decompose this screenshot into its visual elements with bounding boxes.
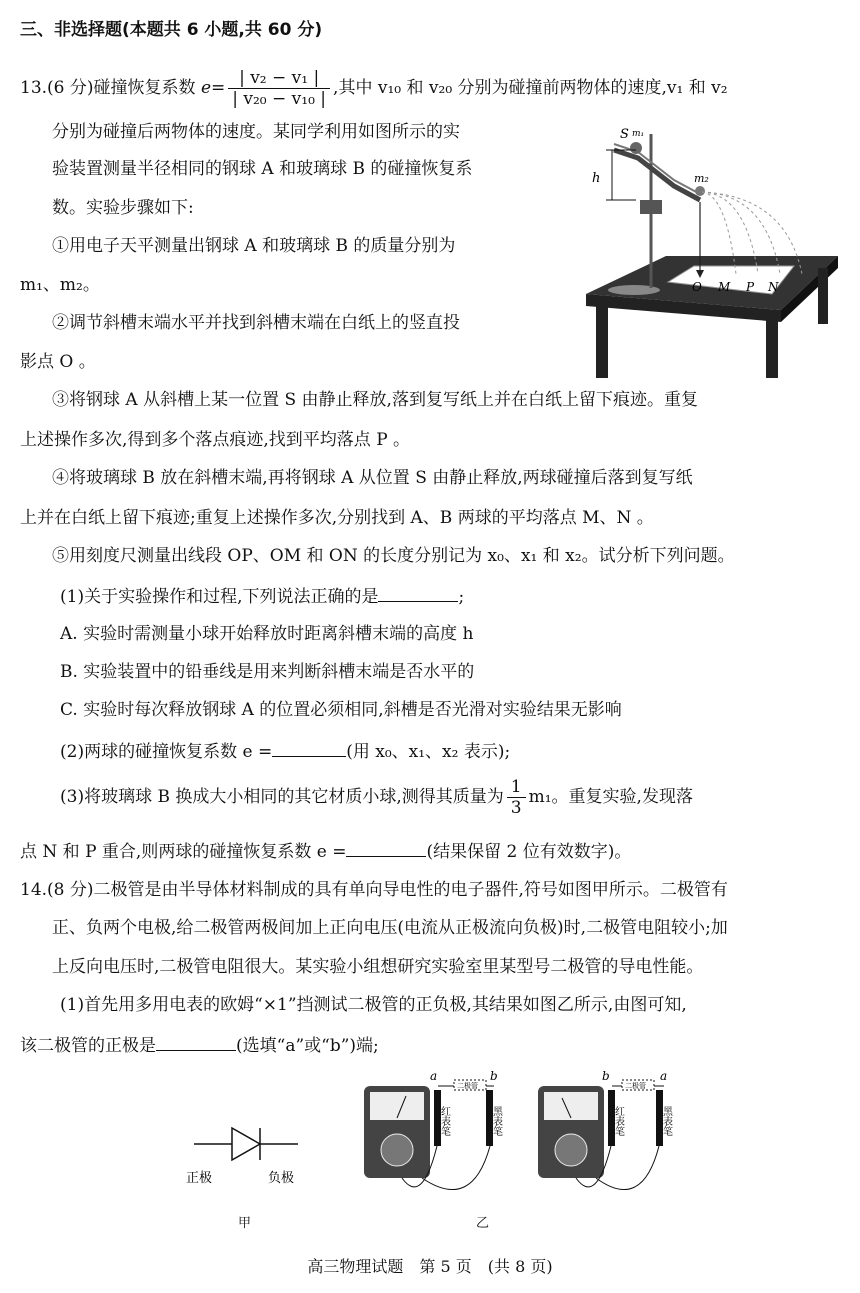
diode-box-2-label: 二极管: [625, 1082, 646, 1090]
q13-part3: [60, 777, 693, 818]
meter-2-knob: [555, 1134, 587, 1166]
diode-box-1-label: 二极管: [457, 1082, 478, 1090]
black-probe-1-label: 黑表笔: [490, 1106, 502, 1136]
label-m1: m₁: [632, 129, 645, 139]
q13-part2-tail: (用 x₀、x₁、x₂ 表示);: [346, 742, 511, 762]
q13-line2: 分别为碰撞后两物体的速度。某同学利用如图所示的实: [52, 122, 460, 142]
ball-m2: [695, 186, 705, 196]
meter-2-b: b: [602, 1069, 610, 1083]
section-title: 三、非选择题(本题共 6 小题,共 60 分): [20, 20, 323, 40]
fraction-denominator: | v₂₀ − v₁₀ |: [232, 89, 327, 109]
answer-blank-3[interactable]: [346, 838, 426, 857]
q14-part1-text: 该二极管的正极是: [20, 1036, 156, 1056]
meter-1-a: a: [430, 1069, 438, 1083]
label-jia: 甲: [238, 1216, 252, 1231]
label-h: h: [592, 171, 601, 186]
e-symbol: e: [200, 78, 211, 98]
q13-score: (6 分): [47, 78, 94, 98]
q14-line3: 上反向电压时,二极管电阻很大。某实验小组想研究实验室里某型号二极管的导电性能。: [52, 957, 704, 977]
answer-blank-2[interactable]: [272, 738, 346, 757]
label-negative: 负极: [268, 1171, 295, 1186]
q13-intro: 碰撞恢复系数: [93, 78, 201, 98]
q13-part2-text: (2)两球的碰撞恢复系数 e =: [60, 742, 273, 762]
q13-line3: 验装置测量半径相同的钢球 A 和玻璃球 B 的碰撞恢复系: [52, 159, 473, 179]
diode-symbol-figure: [180, 1110, 330, 1190]
q13-part1-text: (1)关于实验操作和过程,下列说法正确的是: [60, 587, 379, 607]
q13-part3-tail: m₁。重复实验,发现落: [528, 787, 693, 807]
label-p: P: [746, 280, 755, 294]
label-yi: 乙: [476, 1216, 490, 1231]
q13-step4b: 上并在白纸上留下痕迹;重复上述操作多次,分别找到 A、B 两球的平均落点 M、N 。: [20, 508, 654, 528]
q13-step4a: ④将玻璃球 B 放在斜槽末端,再将钢球 A 从位置 S 由静止释放,两球碰撞后落到复写纸: [52, 468, 693, 488]
q14-line1: 14.(8 分)二极管是由半导体材料制成的具有单向导电性的电子器件,符号如图甲所示。二极管有: [20, 880, 728, 900]
answer-blank-1[interactable]: [378, 583, 458, 602]
ramp: [614, 150, 700, 200]
q13-step3b: 上述操作多次,得到多个落点痕迹,找到平均落点 P 。: [20, 430, 411, 450]
page-footer: 高三物理试题 第 5 页 (共 8 页): [307, 1257, 553, 1276]
q13-part3-cont-text: 点 N 和 P 重合,则两球的碰撞恢复系数 e =: [20, 842, 347, 862]
one-third-den: 3: [510, 798, 522, 818]
q14-part1-cont: [20, 1032, 379, 1058]
multimeter-figure: [362, 1066, 692, 1222]
q13-step3a: ③将钢球 A 从斜槽上某一位置 S 由静止释放,落到复写纸上并在白纸上留下痕迹。重复: [52, 390, 698, 410]
table-leg: [766, 320, 778, 378]
clamp: [640, 200, 662, 214]
meter-2-dial: [544, 1092, 598, 1120]
label-o: O: [692, 280, 702, 294]
table-leg: [596, 306, 608, 378]
one-third-num: 1: [507, 777, 526, 798]
q13-part2: [60, 738, 510, 764]
label-s: S: [620, 127, 629, 142]
collision-apparatus-figure: [576, 124, 842, 380]
option-b: B. 实验装置中的铅垂线是用来判断斜槽末端是否水平的: [60, 662, 475, 682]
meter-2-a: a: [660, 1069, 668, 1083]
q13-part1: [60, 583, 464, 609]
red-probe-2-label: 红表笔: [612, 1106, 624, 1136]
red-probe-1-label: 红表笔: [438, 1106, 450, 1136]
q14-part1: (1)首先用多用电表的欧姆“×1”挡测试二极管的正负极,其结果如图乙所示,由图可知,: [60, 995, 687, 1015]
q13-line1: [20, 68, 728, 109]
fraction-numerator: | v₂ − v₁ |: [228, 68, 330, 89]
diode-triangle: [232, 1128, 260, 1160]
ball-m1: [630, 142, 642, 154]
q13-part3-cont: [20, 838, 631, 864]
meter-1-dial: [370, 1092, 424, 1120]
label-m: M: [718, 280, 731, 294]
label-n: N: [768, 280, 779, 294]
meter-1-b: b: [490, 1069, 498, 1083]
q13-number: 13.: [20, 78, 48, 98]
q13-step2a: ②调节斜槽末端水平并找到斜槽末端在白纸上的竖直投: [52, 313, 460, 333]
meter-1-knob: [381, 1134, 413, 1166]
label-m2: m₂: [694, 172, 709, 185]
q13-line4: 数。实验步骤如下:: [52, 198, 194, 218]
q13-step1b: m₁、m₂。: [20, 275, 100, 295]
q13-step5: ⑤用刻度尺测量出线段 OP、OM 和 ON 的长度分别记为 x₀、x₁ 和 x₂。试分析下列问题。: [52, 546, 735, 566]
restitution-fraction: [228, 68, 330, 109]
answer-blank-4[interactable]: [156, 1032, 236, 1051]
equals-sign: =: [211, 78, 226, 98]
label-positive: 正极: [186, 1171, 213, 1186]
q13-part3-text: (3)将玻璃球 B 换成大小相同的其它材质小球,测得其质量为: [60, 787, 504, 807]
q13-step2b: 影点 O 。: [20, 352, 96, 372]
q14-line2: 正、负两个电极,给二极管两极间加上正向电压(电流从正极流向负极)时,二极管电阻较小;加: [52, 918, 728, 938]
table-leg: [818, 268, 828, 324]
q14-part1-tail: (选填“a”或“b”)端;: [236, 1036, 379, 1056]
option-c: C. 实验时每次释放钢球 A 的位置必须相同,斜槽是否光滑对实验结果无影响: [60, 700, 622, 720]
black-probe-2-label: 黑表笔: [660, 1106, 672, 1136]
q13-intro-b: ,其中 v₁₀ 和 v₂₀ 分别为碰撞前两物体的速度,v₁ 和 v₂: [333, 78, 728, 98]
option-a: A. 实验时需测量小球开始释放时距离斜槽末端的高度 h: [60, 624, 474, 644]
q13-part1-end: ;: [458, 587, 465, 607]
one-third-fraction: [507, 777, 526, 818]
q13-step1a: ①用电子天平测量出钢球 A 和玻璃球 B 的质量分别为: [52, 236, 456, 256]
q13-part3-note: (结果保留 2 位有效数字)。: [426, 842, 632, 862]
